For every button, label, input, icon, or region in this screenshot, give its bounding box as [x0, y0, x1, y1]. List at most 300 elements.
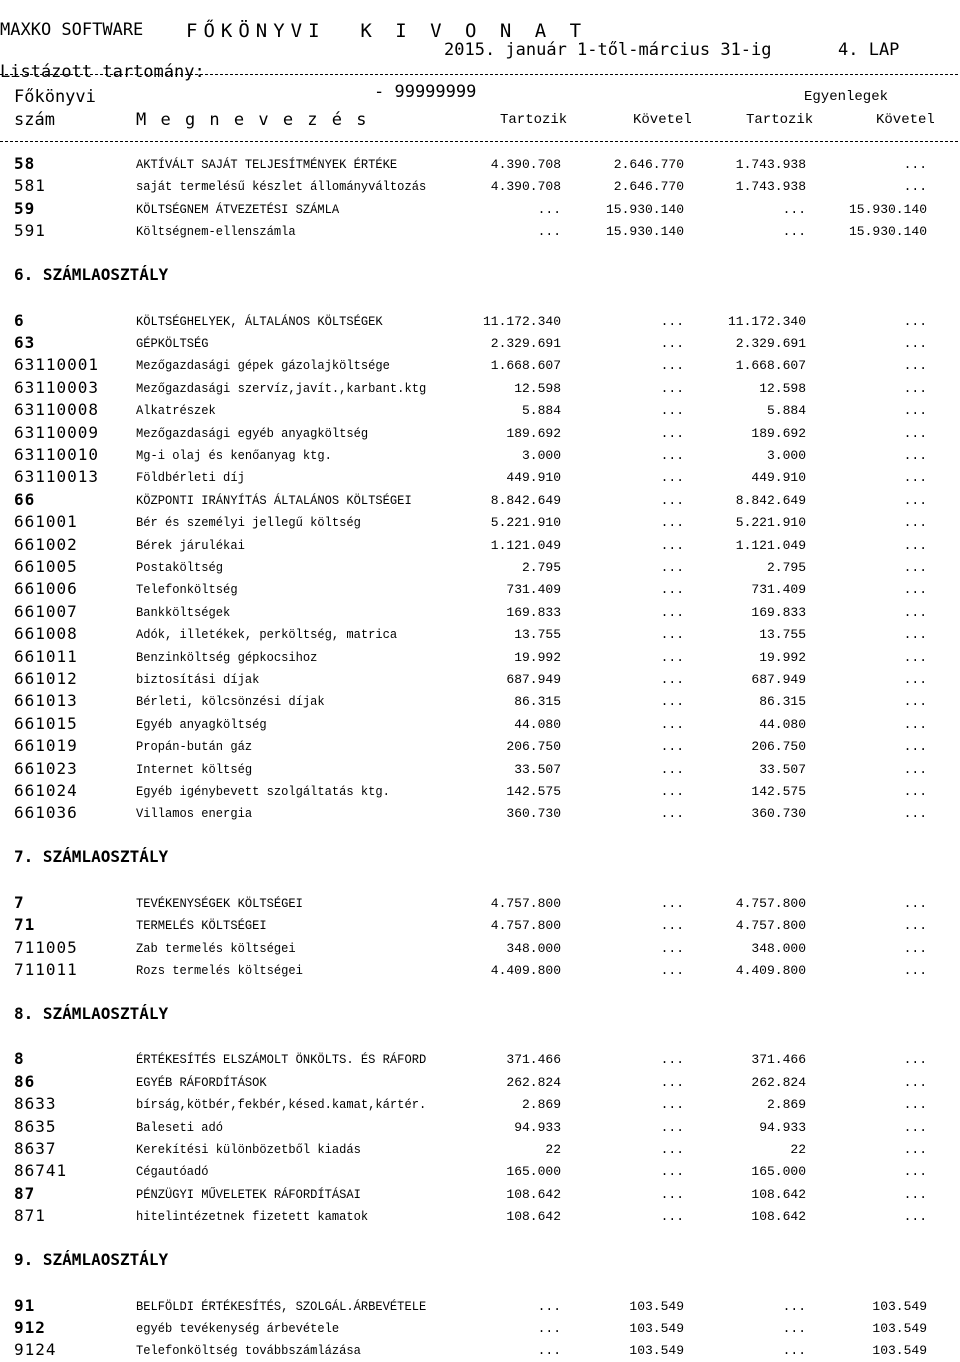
account-code: 63110003	[14, 377, 100, 397]
debit-value: 4.757.800	[490, 918, 561, 934]
balance-credit-value: ...	[903, 1164, 927, 1180]
account-name: Propán-bután gáz	[136, 739, 253, 755]
credit-value: 15.930.140	[605, 201, 684, 217]
balance-credit-value: 103.549	[872, 1321, 927, 1336]
balance-credit-value: ...	[903, 157, 927, 172]
account-code: 58	[14, 154, 36, 173]
debit-value: 4.390.708	[490, 179, 561, 195]
account-code: 711005	[14, 937, 78, 957]
balance-credit-value: ...	[903, 694, 927, 710]
account-code: 661023	[14, 758, 78, 778]
account-code: 661024	[14, 781, 78, 800]
balance-debit-value: 360.730	[751, 806, 806, 822]
ledger-row	[0, 1049, 960, 1071]
report-title: FŐKÖNYVI K I V O N A T	[186, 20, 588, 42]
account-name: biztosítási díjak	[136, 672, 260, 687]
balance-credit-value: ...	[903, 1209, 927, 1225]
debit-value: 12.598	[514, 380, 561, 396]
account-code: 581	[14, 176, 46, 196]
ledger-row	[0, 960, 960, 982]
account-code: 63110009	[14, 422, 100, 442]
account-code: 86	[14, 1071, 36, 1091]
debit-value: 687.949	[506, 672, 561, 687]
balance-debit-value: 2.869	[766, 1097, 806, 1113]
balance-credit-value: ...	[903, 716, 927, 732]
account-code: 63110013	[14, 467, 100, 487]
credit-value: ...	[660, 784, 684, 799]
debit-value: 13.755	[514, 627, 561, 643]
balance-credit-value: ...	[903, 761, 927, 777]
credit-value: ...	[660, 380, 684, 396]
account-code: 661006	[14, 579, 78, 599]
account-code: 9124	[14, 1340, 57, 1360]
balance-credit-value: ...	[903, 627, 927, 643]
ledger-row	[0, 691, 960, 713]
balance-debit-value: ...	[782, 1321, 806, 1336]
ledger-row	[0, 512, 960, 534]
ledger-row	[0, 938, 960, 960]
debit-value: 4.409.800	[490, 963, 561, 978]
balance-debit-value: 86.315	[759, 694, 806, 710]
debit-value: ...	[537, 224, 561, 240]
debit-value: 22	[545, 1142, 561, 1157]
balance-credit-value: 103.549	[872, 1298, 927, 1314]
credit-value: ...	[660, 895, 684, 911]
debit-value: 11.172.340	[482, 313, 561, 329]
account-code: 661013	[14, 691, 78, 711]
balance-debit-value: 189.692	[751, 425, 806, 441]
debit-value: 19.992	[514, 649, 561, 665]
balance-credit-value: ...	[903, 560, 927, 575]
debit-value: 169.833	[506, 604, 561, 620]
account-name: Kerekítési különbözetből kiadás	[136, 1142, 361, 1157]
debit-value: 108.642	[506, 1186, 561, 1202]
credit-value: ...	[660, 358, 684, 374]
balance-debit-value: 4.757.800	[735, 918, 806, 934]
credit-value: 103.549	[629, 1343, 684, 1359]
account-code: 63	[14, 333, 36, 352]
credit-value: ...	[660, 313, 684, 329]
debit-value: 360.730	[506, 806, 561, 822]
balance-debit-value: 108.642	[751, 1186, 806, 1202]
col-account-line1: Főkönyvi	[14, 87, 96, 107]
credit-value: ...	[660, 806, 684, 822]
ledger-row	[0, 557, 960, 579]
debit-value: ...	[537, 201, 561, 217]
account-name: TEVÉKENYSÉGEK KÖLTSÉGEI	[136, 895, 303, 911]
debit-value: ...	[537, 1298, 561, 1314]
col-debit2: Tartozik	[746, 112, 814, 128]
credit-value: ...	[660, 761, 684, 777]
debit-value: 108.642	[506, 1209, 561, 1225]
balance-debit-value: 19.992	[759, 649, 806, 665]
ledger-row	[0, 400, 960, 422]
balance-credit-value: ...	[903, 895, 927, 911]
balance-credit-value: ...	[903, 940, 927, 956]
ledger-row	[0, 221, 960, 243]
balance-credit-value: ...	[903, 784, 927, 799]
col-credit2: Követel	[876, 112, 935, 128]
ledger-row	[0, 1340, 960, 1362]
debit-value: 33.507	[514, 761, 561, 777]
account-code: 661005	[14, 557, 78, 576]
balance-credit-value: ...	[903, 604, 927, 620]
debit-value: 449.910	[506, 470, 561, 486]
balance-debit-value: 3.000	[766, 448, 806, 463]
debit-value: 86.315	[514, 694, 561, 710]
balance-credit-value: ...	[903, 672, 927, 687]
account-code: 63110010	[14, 445, 100, 464]
account-code: 871	[14, 1206, 46, 1226]
account-name: Zab termelés költségei	[136, 940, 296, 956]
account-name: Cégautóadó	[136, 1164, 209, 1180]
account-code: 66	[14, 489, 36, 509]
account-name: KÖLTSÉGNEM ÁTVEZETÉSI SZÁMLA	[136, 201, 340, 217]
account-name: EGYÉB RÁFORDÍTÁSOK	[136, 1074, 267, 1090]
col-credit1: Követel	[633, 112, 692, 128]
account-name: Földbérleti díj	[136, 470, 245, 486]
account-code: 661011	[14, 646, 78, 666]
credit-value: ...	[660, 515, 684, 531]
balance-credit-value: ...	[903, 582, 927, 598]
header-rule-top	[0, 74, 958, 75]
balance-debit-value: 1.121.049	[735, 537, 806, 553]
account-name: Egyéb igénybevett szolgáltatás ktg.	[136, 784, 390, 799]
debit-value: 165.000	[506, 1164, 561, 1180]
account-code: 86741	[14, 1161, 68, 1181]
debit-value: 2.795	[521, 560, 561, 575]
credit-value: ...	[660, 649, 684, 665]
ledger-row	[0, 1072, 960, 1094]
credit-value: ...	[660, 918, 684, 934]
ledger-row	[0, 378, 960, 400]
balance-debit-value: ...	[782, 1298, 806, 1314]
credit-value: ...	[660, 1164, 684, 1180]
credit-value: ...	[660, 940, 684, 956]
ledger-row	[0, 154, 960, 176]
ledger-row	[0, 535, 960, 557]
ledger-row	[0, 1094, 960, 1116]
credit-value: 103.549	[629, 1321, 684, 1336]
credit-value: ...	[660, 672, 684, 687]
debit-value: 4.390.708	[490, 157, 561, 172]
ledger-row	[0, 467, 960, 489]
account-name: Bankköltségek	[136, 604, 231, 620]
balance-credit-value: ...	[903, 515, 927, 531]
ledger-row	[0, 893, 960, 915]
header-rule-bottom	[0, 141, 958, 142]
balance-debit-value: 4.409.800	[735, 963, 806, 978]
account-code: 8	[14, 1049, 25, 1069]
account-code: 7	[14, 892, 25, 912]
balance-credit-value: ...	[903, 380, 927, 396]
balance-debit-value: 371.466	[751, 1052, 806, 1068]
balance-credit-value: ...	[903, 179, 927, 195]
balance-debit-value: 33.507	[759, 761, 806, 777]
balance-credit-value: ...	[903, 492, 927, 508]
account-code: 63110001	[14, 355, 100, 375]
company-name: MAXKO SOFTWARE	[0, 20, 144, 40]
account-code: 912	[14, 1318, 46, 1337]
debit-value: 371.466	[506, 1052, 561, 1068]
ledger-row	[0, 445, 960, 467]
account-code: 8633	[14, 1094, 57, 1114]
account-name: AKTÍVÁLT SAJÁT TELJESÍTMÉNYEK ÉRTÉKE	[136, 157, 398, 172]
balance-credit-value: ...	[903, 358, 927, 374]
credit-value: ...	[660, 739, 684, 755]
account-name: Mg-i olaj és kenőanyag ktg.	[136, 448, 332, 463]
debit-value: 262.824	[506, 1074, 561, 1090]
balance-credit-value: ...	[903, 963, 927, 978]
balance-credit-value: ...	[903, 1142, 927, 1157]
account-name: Rozs termelés költségei	[136, 963, 303, 978]
balance-debit-value: 5.884	[766, 403, 806, 419]
balance-credit-value: ...	[903, 1074, 927, 1090]
credit-value: ...	[660, 1186, 684, 1202]
balance-debit-value: 22	[790, 1142, 806, 1157]
balance-debit-value: 13.755	[759, 627, 806, 643]
account-code: 661036	[14, 803, 78, 823]
balance-debit-value: 262.824	[751, 1074, 806, 1090]
balance-credit-value: ...	[903, 336, 927, 351]
balance-credit-value: ...	[903, 739, 927, 755]
account-code: 91	[14, 1295, 36, 1315]
balance-debit-value: 142.575	[751, 784, 806, 799]
debit-value: 142.575	[506, 784, 561, 799]
ledger-row	[0, 579, 960, 601]
account-name: egyéb tevékenység árbevétele	[136, 1321, 340, 1336]
credit-value: ...	[660, 604, 684, 620]
credit-value: ...	[660, 560, 684, 575]
balance-debit-value: 5.221.910	[735, 515, 806, 531]
credit-value: ...	[660, 1074, 684, 1090]
account-code: 661012	[14, 669, 78, 688]
balance-debit-value: 94.933	[759, 1119, 806, 1135]
account-name: Adók, illetékek, perköltség, matrica	[136, 627, 398, 643]
balance-debit-value: 348.000	[751, 940, 806, 956]
balance-debit-value: 1.743.938	[735, 179, 806, 195]
account-name: TERMELÉS KÖLTSÉGEI	[136, 918, 267, 934]
debit-value: 189.692	[506, 425, 561, 441]
page-number: 4. LAP	[838, 40, 900, 60]
account-name: Költségnem-ellenszámla	[136, 224, 296, 240]
account-code: 63110008	[14, 400, 100, 420]
account-name: hitelintézetnek fizetett kamatok	[136, 1209, 369, 1225]
account-name: Mezőgazdasági gépek gázolajköltsége	[136, 358, 390, 374]
account-code: 71	[14, 915, 36, 935]
account-name: KÖLTSÉGHELYEK, ÁLTALÁNOS KÖLTSÉGEK	[136, 313, 383, 329]
balance-credit-value: ...	[903, 470, 927, 486]
col-account-line2: szám	[14, 110, 55, 130]
debit-value: 3.000	[521, 448, 561, 463]
account-name: Bérek járulékai	[136, 537, 245, 553]
col-name: M e g n e v e z é s	[136, 110, 369, 130]
credit-value: ...	[660, 1142, 684, 1157]
credit-value: ...	[660, 1052, 684, 1068]
report-period: 2015. január 1-től-március 31-ig	[444, 40, 772, 60]
account-name: Egyéb anyagköltség	[136, 716, 267, 732]
ledger-row	[0, 490, 960, 512]
account-name: Mezőgazdasági szervíz,javít.,karbant.ktg	[136, 380, 427, 396]
balance-credit-value: ...	[903, 1097, 927, 1113]
credit-value: ...	[660, 403, 684, 419]
balance-debit-value: 1.743.938	[735, 157, 806, 172]
ledger-row	[0, 1296, 960, 1318]
debit-value: 206.750	[506, 739, 561, 755]
debit-value: 94.933	[514, 1119, 561, 1135]
credit-value: ...	[660, 627, 684, 643]
account-name: Telefonköltség továbbszámlázása	[136, 1343, 361, 1359]
credit-value: ...	[660, 963, 684, 978]
account-code: 661015	[14, 713, 78, 733]
balance-debit-value: 11.172.340	[727, 313, 806, 329]
credit-value: ...	[660, 470, 684, 486]
col-balances-label: Egyenlegek	[804, 89, 889, 105]
section-title: 8. SZÁMLAOSZTÁLY	[14, 1003, 169, 1023]
balance-debit-value: ...	[782, 1343, 806, 1359]
balance-credit-value: ...	[903, 1052, 927, 1068]
ledger-row	[0, 1206, 960, 1228]
balance-debit-value: ...	[782, 201, 806, 217]
debit-value: 5.221.910	[490, 515, 561, 531]
balance-debit-value: 108.642	[751, 1209, 806, 1225]
ledger-row	[0, 915, 960, 937]
ledger-row	[0, 803, 960, 825]
credit-value: ...	[660, 694, 684, 710]
ledger-row	[0, 736, 960, 758]
ledger-row	[0, 781, 960, 803]
balance-credit-value: 15.930.140	[848, 201, 927, 217]
account-name: KÖZPONTI IRÁNYÍTÁS ÁLTALÁNOS KÖLTSÉGEI	[136, 492, 412, 508]
debit-value: 8.842.649	[490, 492, 561, 508]
account-code: 8637	[14, 1139, 57, 1158]
section-title: 7. SZÁMLAOSZTÁLY	[14, 847, 169, 867]
account-code: 711011	[14, 960, 78, 979]
ledger-row	[0, 759, 960, 781]
balance-debit-value: 12.598	[759, 380, 806, 396]
account-code: 661002	[14, 534, 78, 554]
balance-credit-value: ...	[903, 403, 927, 419]
balance-debit-value: 731.409	[751, 582, 806, 598]
account-name: Postaköltség	[136, 560, 224, 575]
range-value: - 99999999	[374, 82, 477, 102]
ledger-row	[0, 311, 960, 333]
account-name: PÉNZÜGYI MŰVELETEK RÁFORDÍTÁSAI	[136, 1186, 361, 1202]
balance-credit-value: ...	[903, 537, 927, 553]
account-name: Villamos energia	[136, 806, 253, 822]
credit-value: ...	[660, 448, 684, 463]
debit-value: 348.000	[506, 940, 561, 956]
section-title: 6. SZÁMLAOSZTÁLY	[14, 265, 169, 285]
account-name: Internet költség	[136, 761, 253, 777]
account-code: 59	[14, 198, 36, 218]
account-name: Telefonköltség	[136, 582, 238, 598]
credit-value: ...	[660, 492, 684, 508]
balance-debit-value: 1.668.607	[735, 358, 806, 374]
account-name: Alkatrészek	[136, 403, 216, 419]
account-name: bírság,kötbér,fekbér,késed.kamat,kártér.	[136, 1097, 427, 1113]
account-code: 661001	[14, 512, 78, 532]
account-code: 6	[14, 310, 25, 330]
account-code: 661019	[14, 736, 78, 756]
balance-credit-value: ...	[903, 649, 927, 665]
credit-value: ...	[660, 582, 684, 598]
debit-value: 2.869	[521, 1097, 561, 1113]
ledger-row	[0, 624, 960, 646]
debit-value: 5.884	[521, 403, 561, 419]
account-code: 661007	[14, 601, 78, 621]
account-name: saját termelésű készlet állományváltozás	[136, 179, 427, 195]
balance-debit-value: 165.000	[751, 1164, 806, 1180]
account-name: ÉRTÉKESÍTÉS ELSZÁMOLT ÖNKÖLTS. ÉS RÁFORD	[136, 1052, 427, 1068]
section-title: 9. SZÁMLAOSZTÁLY	[14, 1250, 169, 1270]
ledger-row	[0, 423, 960, 445]
ledger-row	[0, 199, 960, 221]
credit-value: 2.646.770	[613, 179, 684, 195]
account-name: GÉPKÖLTSÉG	[136, 336, 209, 351]
balance-debit-value: 44.080	[759, 716, 806, 732]
balance-credit-value: 15.930.140	[848, 224, 927, 240]
account-code: 661008	[14, 624, 78, 644]
ledger-row	[0, 176, 960, 198]
balance-credit-value: ...	[903, 806, 927, 822]
account-code: 87	[14, 1183, 36, 1203]
ledger-row	[0, 1117, 960, 1139]
account-code: 8635	[14, 1116, 57, 1136]
range-label: Listázott tartomány:	[0, 62, 205, 82]
account-name: BELFÖLDI ÉRTÉKESÍTÉS, SZOLGÁL.ÁRBEVÉTELE	[136, 1298, 427, 1314]
account-code: 591	[14, 221, 46, 241]
credit-value: ...	[660, 537, 684, 553]
credit-value: ...	[660, 1119, 684, 1135]
balance-debit-value: 2.329.691	[735, 336, 806, 351]
ledger-row	[0, 355, 960, 377]
ledger-row	[0, 1139, 960, 1161]
credit-value: 2.646.770	[613, 157, 684, 172]
balance-debit-value: 449.910	[751, 470, 806, 486]
ledger-row	[0, 1318, 960, 1340]
ledger-row	[0, 647, 960, 669]
balance-credit-value: ...	[903, 425, 927, 441]
ledger-row	[0, 714, 960, 736]
ledger-row	[0, 602, 960, 624]
debit-value: 731.409	[506, 582, 561, 598]
debit-value: 44.080	[514, 716, 561, 732]
debit-value: 1.121.049	[490, 537, 561, 553]
balance-credit-value: ...	[903, 313, 927, 329]
credit-value: ...	[660, 716, 684, 732]
balance-debit-value: 206.750	[751, 739, 806, 755]
account-name: Bérleti, kölcsönzési díjak	[136, 694, 325, 710]
balance-debit-value: 687.949	[751, 672, 806, 687]
balance-debit-value: ...	[782, 224, 806, 240]
credit-value: ...	[660, 1097, 684, 1113]
debit-value: 4.757.800	[490, 895, 561, 911]
balance-credit-value: ...	[903, 918, 927, 934]
credit-value: ...	[660, 425, 684, 441]
debit-value: 2.329.691	[490, 336, 561, 351]
balance-debit-value: 8.842.649	[735, 492, 806, 508]
ledger-row	[0, 1184, 960, 1206]
balance-credit-value: ...	[903, 448, 927, 463]
balance-credit-value: 103.549	[872, 1343, 927, 1359]
debit-value: 1.668.607	[490, 358, 561, 374]
credit-value: ...	[660, 1209, 684, 1225]
balance-credit-value: ...	[903, 1186, 927, 1202]
ledger-row	[0, 669, 960, 691]
account-name: Benzinköltség gépkocsihoz	[136, 649, 318, 665]
col-debit1: Tartozik	[500, 112, 568, 128]
